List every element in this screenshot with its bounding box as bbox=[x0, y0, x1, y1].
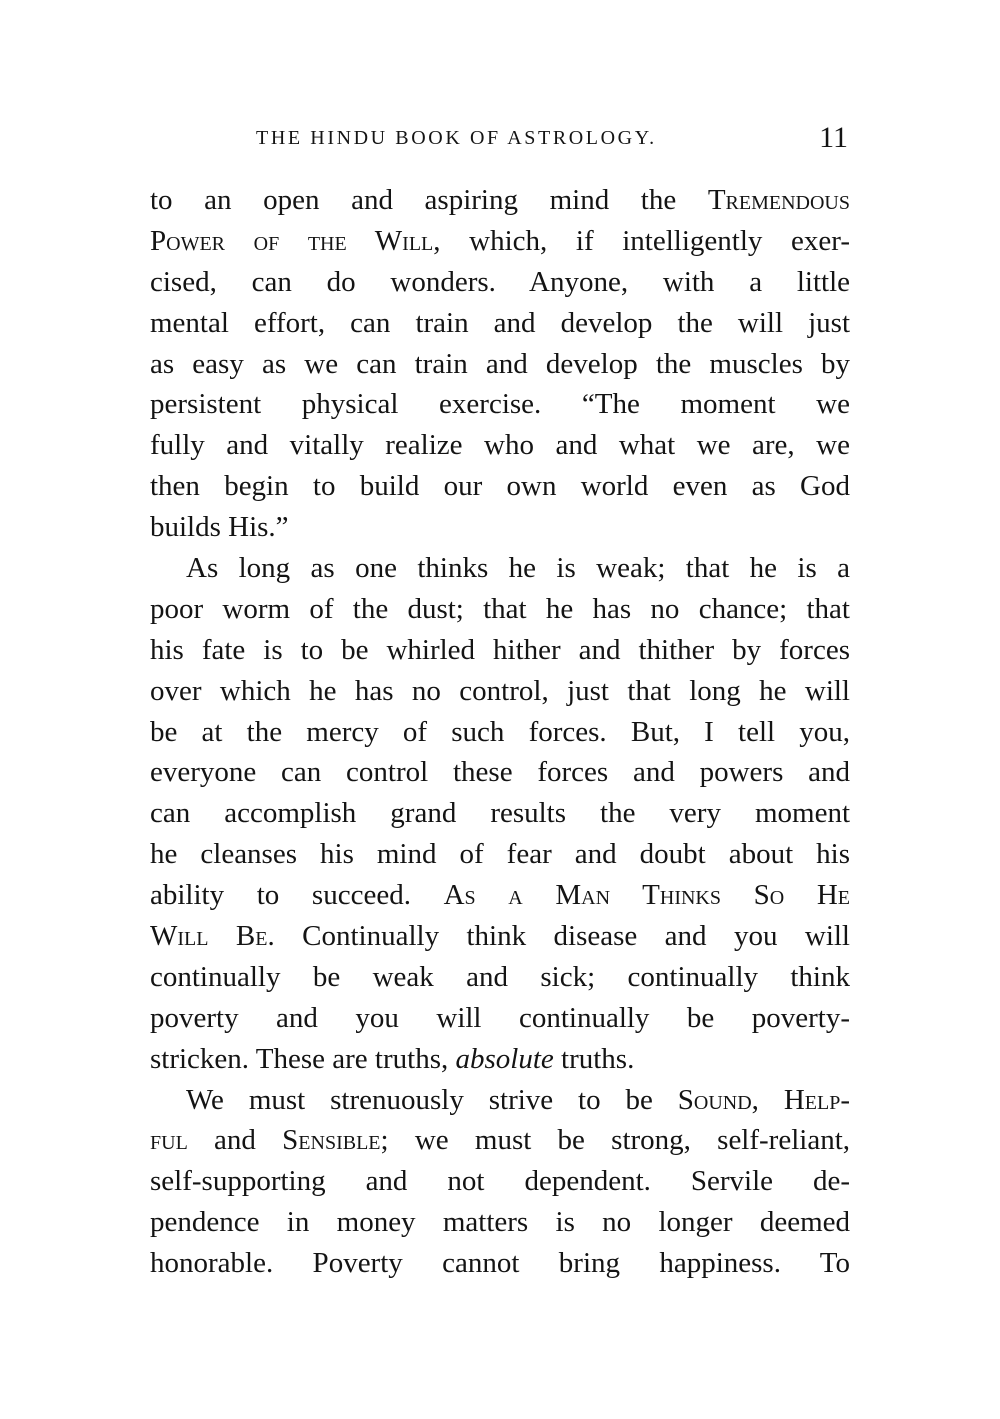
text-line: over which he has no control, just that long he will bbox=[150, 674, 850, 707]
paragraph-start-line: As long as one thinks he is weak; that he is a bbox=[186, 552, 850, 585]
line-text: , which, if intelligently exer- bbox=[433, 224, 850, 257]
line-text: ; we must be strong, self-reliant, bbox=[380, 1124, 850, 1157]
text-line: pendence in money matters is no longer deemed bbox=[150, 1206, 850, 1239]
small-caps-text: Power of the Will bbox=[150, 224, 434, 257]
small-caps-text: As a Man Thinks So He bbox=[443, 879, 850, 912]
small-caps-text: Tremendous bbox=[707, 184, 850, 216]
text-line: as easy as we can train and develop the muscles by bbox=[150, 347, 850, 380]
body-text bbox=[150, 180, 850, 1284]
line-text: truths. bbox=[553, 1042, 635, 1075]
text-line: then begin to build our own world even as God bbox=[150, 470, 850, 503]
text-line: can accomplish grand results the very moment bbox=[150, 797, 850, 830]
text-line: cised, can do wonders. Anyone, with a little bbox=[150, 265, 850, 298]
text-line: be at the mercy of such forces. But, I tell you, bbox=[150, 715, 850, 748]
running-head bbox=[150, 118, 850, 158]
paragraph-end-line bbox=[150, 1039, 850, 1080]
text-line: continually be weak and sick; continually think bbox=[150, 960, 850, 993]
text-line bbox=[150, 180, 850, 221]
text-line: persistent physical exercise. “The moment we bbox=[150, 388, 850, 421]
running-title: THE HINDU BOOK OF ASTROLOGY. bbox=[256, 127, 657, 149]
small-caps-text: Sensible bbox=[282, 1124, 381, 1157]
text-line bbox=[150, 916, 850, 957]
line-text: and bbox=[187, 1124, 283, 1157]
text-line bbox=[150, 1120, 850, 1161]
line-text: We must strenuously strive to be bbox=[186, 1083, 678, 1116]
text-line: poor worm of the dust; that he has no chance; that bbox=[150, 592, 850, 625]
text-line: his fate is to be whirled hither and thither by forces bbox=[150, 633, 850, 666]
line-text: to an open and aspiring mind the bbox=[150, 184, 708, 216]
line-text: stricken. These are truths, bbox=[150, 1042, 456, 1075]
small-caps-text: ful bbox=[150, 1124, 188, 1157]
text-line: mental effort, can train and develop the will just bbox=[150, 306, 850, 339]
page-number: 11 bbox=[819, 121, 848, 154]
text-line: he cleanses his mind of fear and doubt about his bbox=[150, 838, 850, 871]
text-line: self-supporting and not dependent. Servile de- bbox=[150, 1165, 850, 1198]
text-line: everyone can control these forces and powers and bbox=[150, 756, 850, 789]
paragraph-start-line bbox=[150, 1080, 850, 1121]
line-text: . Continually think disease and you will bbox=[267, 920, 850, 953]
text-line bbox=[150, 221, 850, 262]
paragraph-end-line: builds His.” bbox=[150, 511, 289, 544]
text-line: poverty and you will continually be poverty- bbox=[150, 1001, 850, 1034]
text-line: fully and vitally realize who and what we are, we bbox=[150, 429, 850, 462]
text-line: honorable. Poverty cannot bring happiness. To bbox=[150, 1247, 850, 1280]
small-caps-text: Sound, Help- bbox=[677, 1083, 850, 1116]
small-caps-text: Will Be bbox=[150, 920, 268, 953]
line-text: ability to succeed. bbox=[150, 879, 444, 912]
text-line bbox=[150, 875, 850, 916]
italic-text: absolute bbox=[455, 1042, 554, 1075]
